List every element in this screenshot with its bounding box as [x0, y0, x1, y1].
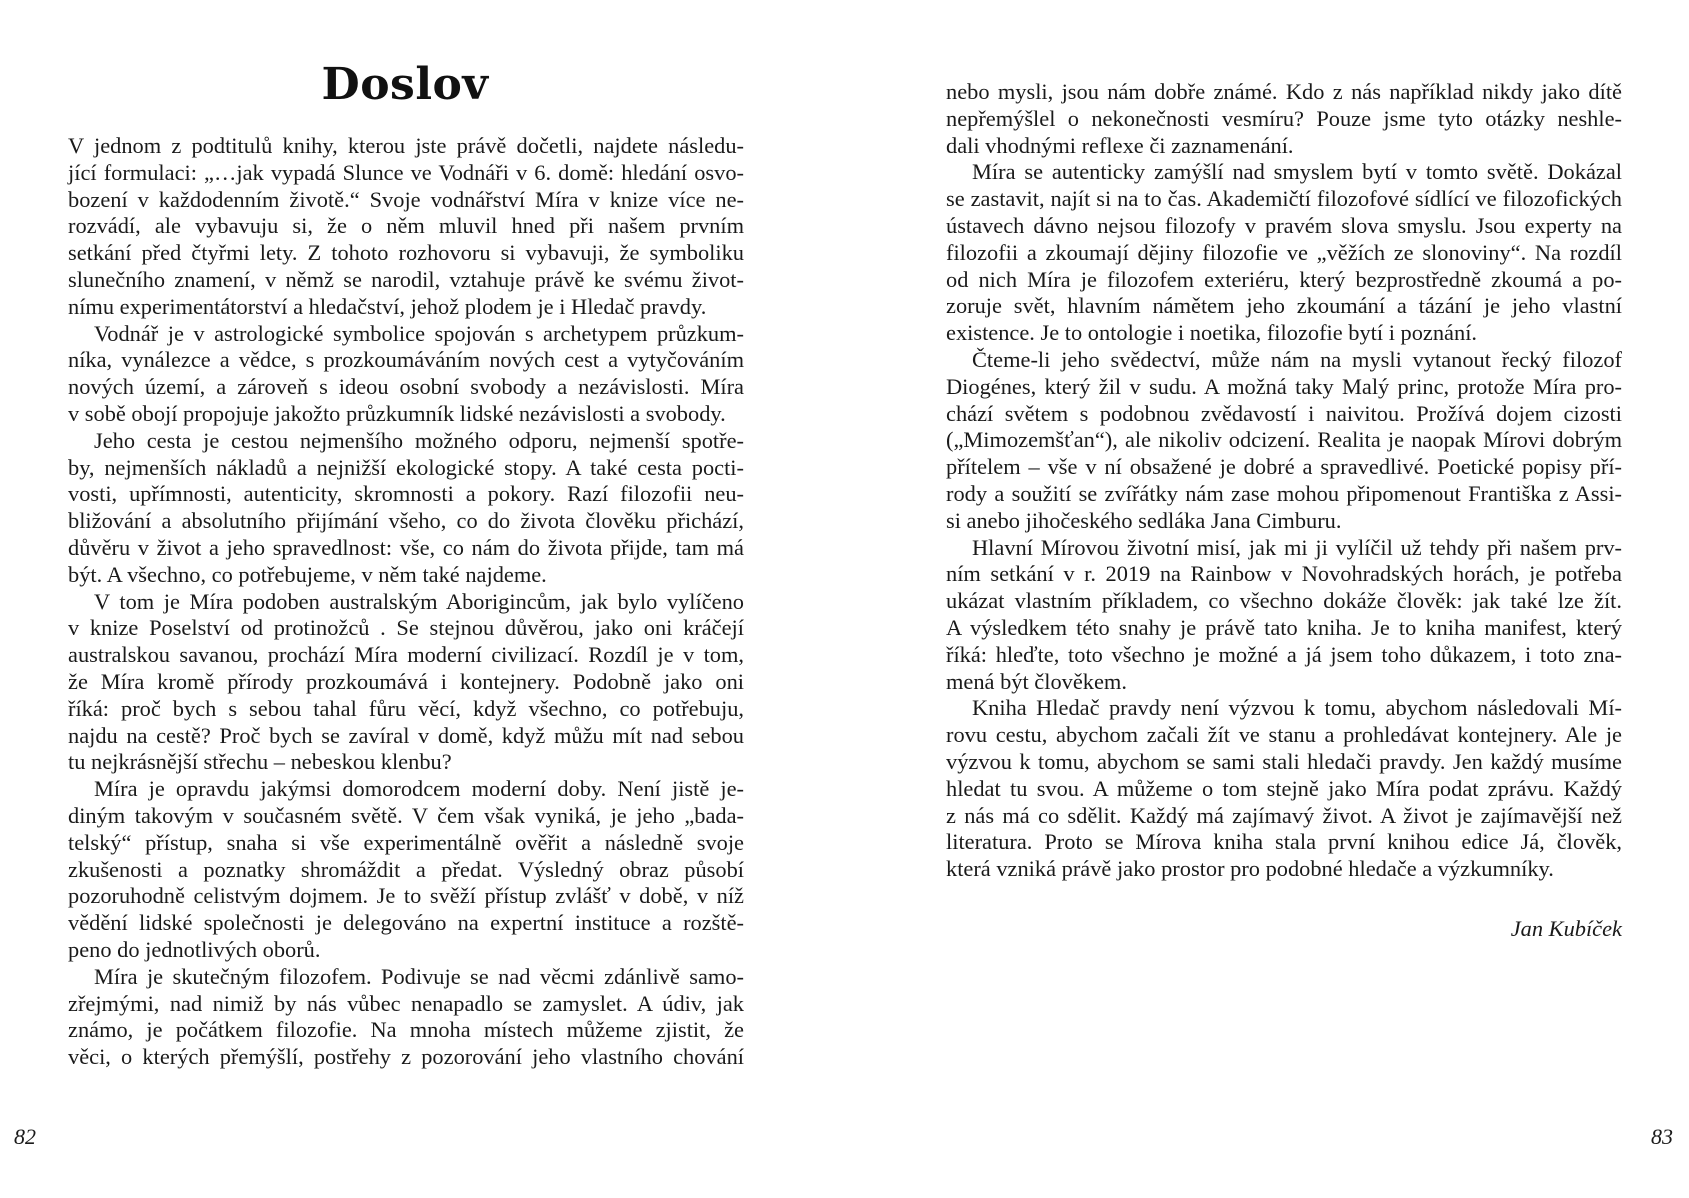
text-line: („Mimozemšťan“), ale nikoliv odcizení. Realita je naopak Mírovi dobrým	[946, 427, 1622, 453]
text-line: zřejmými, nad nimiž by nás vůbec nenapadlo se zamyslet. A údiv, jak	[68, 990, 744, 1016]
text-line: existence. Je to ontologie i noetika, filozofie bytí i poznání.	[946, 320, 1478, 346]
text-line: Míra je opravdu jakýmsi domorodcem moderní doby. Není jistě je-	[94, 776, 744, 802]
text-line: která vzniká právě jako prostor pro podobné hledače a výzkumníky.	[946, 856, 1554, 882]
text-line: peno do jednotlivých oborů.	[68, 936, 321, 962]
text-line: diným takovým v současném světě. V čem však vyniká, je jeho „bada-	[68, 802, 744, 828]
text-line: výzvou k tomu, abychom se sami stali hledači pravdy. Jen každý musíme	[946, 748, 1622, 774]
text-line: rozvádí, ale vybavuju si, že o něm mluvil hned při našem prvním	[68, 213, 744, 239]
text-line: nímu experimentátorství a hledačství, jehož plodem je i Hledač pravdy.	[68, 293, 707, 319]
text-line: Míra se autenticky zamýšlí nad smyslem bytí v tomto světě. Dokázal	[972, 159, 1622, 185]
text-line: A výsledkem této snahy je právě tato kniha. Je to kniha manifest, který	[946, 614, 1622, 640]
text-line: by, nejmenších nákladů a nejnižší ekologické stopy. A také cesta pocti-	[68, 454, 744, 480]
text-line: Vodnář je v astrologické symbolice spojován s archetypem průzkum-	[94, 320, 744, 346]
text-line: zkušenosti a poznatky shromáždit a předat. Výsledný obraz působí	[68, 856, 744, 882]
text-line: mená být člověkem.	[946, 668, 1127, 694]
text-line: si anebo jihočeského sedláka Jana Cimburu.	[946, 507, 1342, 533]
right-page	[844, 0, 1689, 1198]
text-line: telský“ přístup, snaha si vše experimentálně ověřit a následně svoje	[68, 829, 744, 855]
text-line: přítelem – vše v ní obsažené je dobré a spravedlivé. Poetické popisy pří-	[946, 454, 1622, 480]
text-line: bození v každodenním životě.“ Svoje vodnářství Míra v knize více ne-	[68, 186, 744, 212]
text-line: chází světem s podobnou zvědavostí i naivitou. Prožívá dojem cizosti	[946, 400, 1622, 426]
text-line: bližování a absolutního přijímání všeho, co do života člověku přichází,	[68, 508, 744, 534]
text-line: vědění lidské společnosti je delegováno na expertní instituce a rozště-	[68, 910, 744, 936]
text-line: říká: hleďte, toto všechno je možné a já jsem toho důkazem, i toto zna-	[946, 641, 1622, 667]
text-line: v sobě obojí propojuje jakožto průzkumník lidské nezávislosti a svobody.	[68, 400, 726, 426]
right-page-body	[946, 79, 1622, 883]
left-page	[0, 0, 844, 1198]
text-line: V tom je Míra podoben australským Aborigincům, jak bylo vylíčeno	[94, 588, 744, 614]
text-line: být. A všechno, co potřebujeme, v něm také najdeme.	[68, 561, 547, 587]
text-line: pozoruhodně celistvým dojmem. Je to svěží přístup zvlášť v době, v níž	[68, 883, 744, 909]
text-line: v knize Poselství od protinožců . Se stejnou důvěrou, jako oni kráčejí	[68, 615, 744, 641]
text-line: nepřemýšlel o nekonečnosti vesmíru? Pouze jsme tyto otázky neshle-	[946, 105, 1622, 131]
text-line: že Míra kromě přírody prozkoumává i kontejnery. Podobně jako oni	[68, 668, 744, 694]
text-line: důvěru v život a jeho spravedlnost: vše, co nám do života přijde, tam má	[68, 534, 744, 560]
text-line: australskou savanou, prochází Míra moderní civilizací. Rozdíl je v tom,	[68, 642, 744, 668]
page-number-right: 83	[1651, 1124, 1673, 1149]
text-line: z nás má co sdělit. Každý má zajímavý život. A život je zajímavější než	[946, 802, 1622, 828]
text-line: ukázat vlastním příkladem, co všechno dokáže člověk: jak také lze žít.	[946, 588, 1622, 614]
text-line: filozofii a zkoumají dějiny filozofie ve „věžích ze slonoviny“. Na rozdíl	[946, 239, 1622, 265]
text-line: najdu na cestě? Proč bych se zavíral v domě, když můžu mít nad sebou	[68, 722, 744, 748]
text-line: rovu cestu, abychom začali žít ve stanu a prohledávat kontejnery. Ale je	[946, 722, 1622, 748]
text-line: dali vhodnými reflexe či zaznamenání.	[946, 132, 1294, 158]
text-line: vosti, upřímnosti, autenticity, skromnosti a pokory. Razí filozofii neu-	[68, 481, 744, 507]
author-signature: Jan Kubíček	[1510, 916, 1622, 941]
text-line: ústavech dávno nejsou filozofy v pravém slova smyslu. Jsou experty na	[946, 212, 1622, 238]
page-title: Doslov	[321, 59, 489, 110]
text-line: se zastavit, najít si na to čas. Akademičtí filozofové sídlící ve filozofických	[946, 186, 1622, 212]
text-line: nebo mysli, jsou nám dobře známé. Kdo z nás například nikdy jako dítě	[946, 79, 1622, 104]
text-line: Hlavní Mírovou životní misí, jak mi ji vylíčil už tehdy při našem prv-	[972, 534, 1622, 560]
text-line: literatura. Proto se Mírova kniha stala první knihou edice Já, člověk,	[946, 829, 1622, 855]
text-line: hledat tu svou. A můžeme o tom stejně jako Míra podat zprávu. Každý	[946, 775, 1622, 801]
text-line: tu nejkrásnější střechu – nebeskou klenbu?	[68, 749, 452, 775]
text-line: Míra je skutečným filozofem. Podivuje se nad věcmi zdánlivě samo-	[94, 963, 744, 989]
text-line: Diogénes, který žil v sudu. A možná taky Malý princ, protože Míra pro-	[946, 373, 1622, 399]
text-line: známo, je počátkem filozofie. Na mnoha místech můžeme zjistit, že	[68, 1017, 744, 1043]
text-line: rody a soužití se zvířátky nám zase mohou připomenout Františka z Assi-	[946, 480, 1622, 506]
text-line: zoruje svět, hlavním námětem jeho zkoumání a tázání je jeho vlastní	[946, 293, 1622, 319]
text-line: Jeho cesta je cestou nejmenšího možného odporu, nejmenší spotře-	[94, 427, 744, 453]
text-line: říká: proč bych s sebou tahal fůru věcí, když všechno, co potřebuju,	[68, 695, 744, 721]
text-line: nových území, a zároveň s ideou osobní svobody a nezávislosti. Míra	[68, 374, 744, 400]
text-line: od nich Míra je filozofem exteriéru, který bezprostředně zkoumá a po-	[946, 266, 1622, 292]
text-line: věci, o kterých přemýšlí, postřehy z pozorování jeho vlastního chování	[68, 1044, 744, 1070]
text-line: slunečního znamení, v němž se narodil, vztahuje právě ke svému život-	[68, 266, 744, 292]
text-line: Čteme-li jeho svědectví, může nám na mysli vytanout řecký filozof	[972, 346, 1622, 372]
text-line: setkání před čtyřmi lety. Z tohoto rozhovoru si vybavuji, že symboliku	[68, 240, 744, 266]
text-line: níka, vynálezce a vědce, s prozkoumáváním nových cest a vytyčováním	[68, 347, 744, 373]
text-line: V jednom z podtitulů knihy, kterou jste právě dočetli, najdete následu-	[68, 133, 744, 158]
text-line: ním setkání v r. 2019 na Rainbow v Novohradských horách, je potřeba	[946, 561, 1622, 587]
text-line: jící formulaci: „…jak vypadá Slunce ve Vodnáři v 6. domě: hledání osvo-	[68, 159, 744, 185]
page-number-left: 82	[14, 1124, 36, 1149]
text-line: Kniha Hledač pravdy není výzvou k tomu, abychom následovali Mí-	[972, 695, 1622, 721]
left-page-body	[68, 133, 744, 1071]
